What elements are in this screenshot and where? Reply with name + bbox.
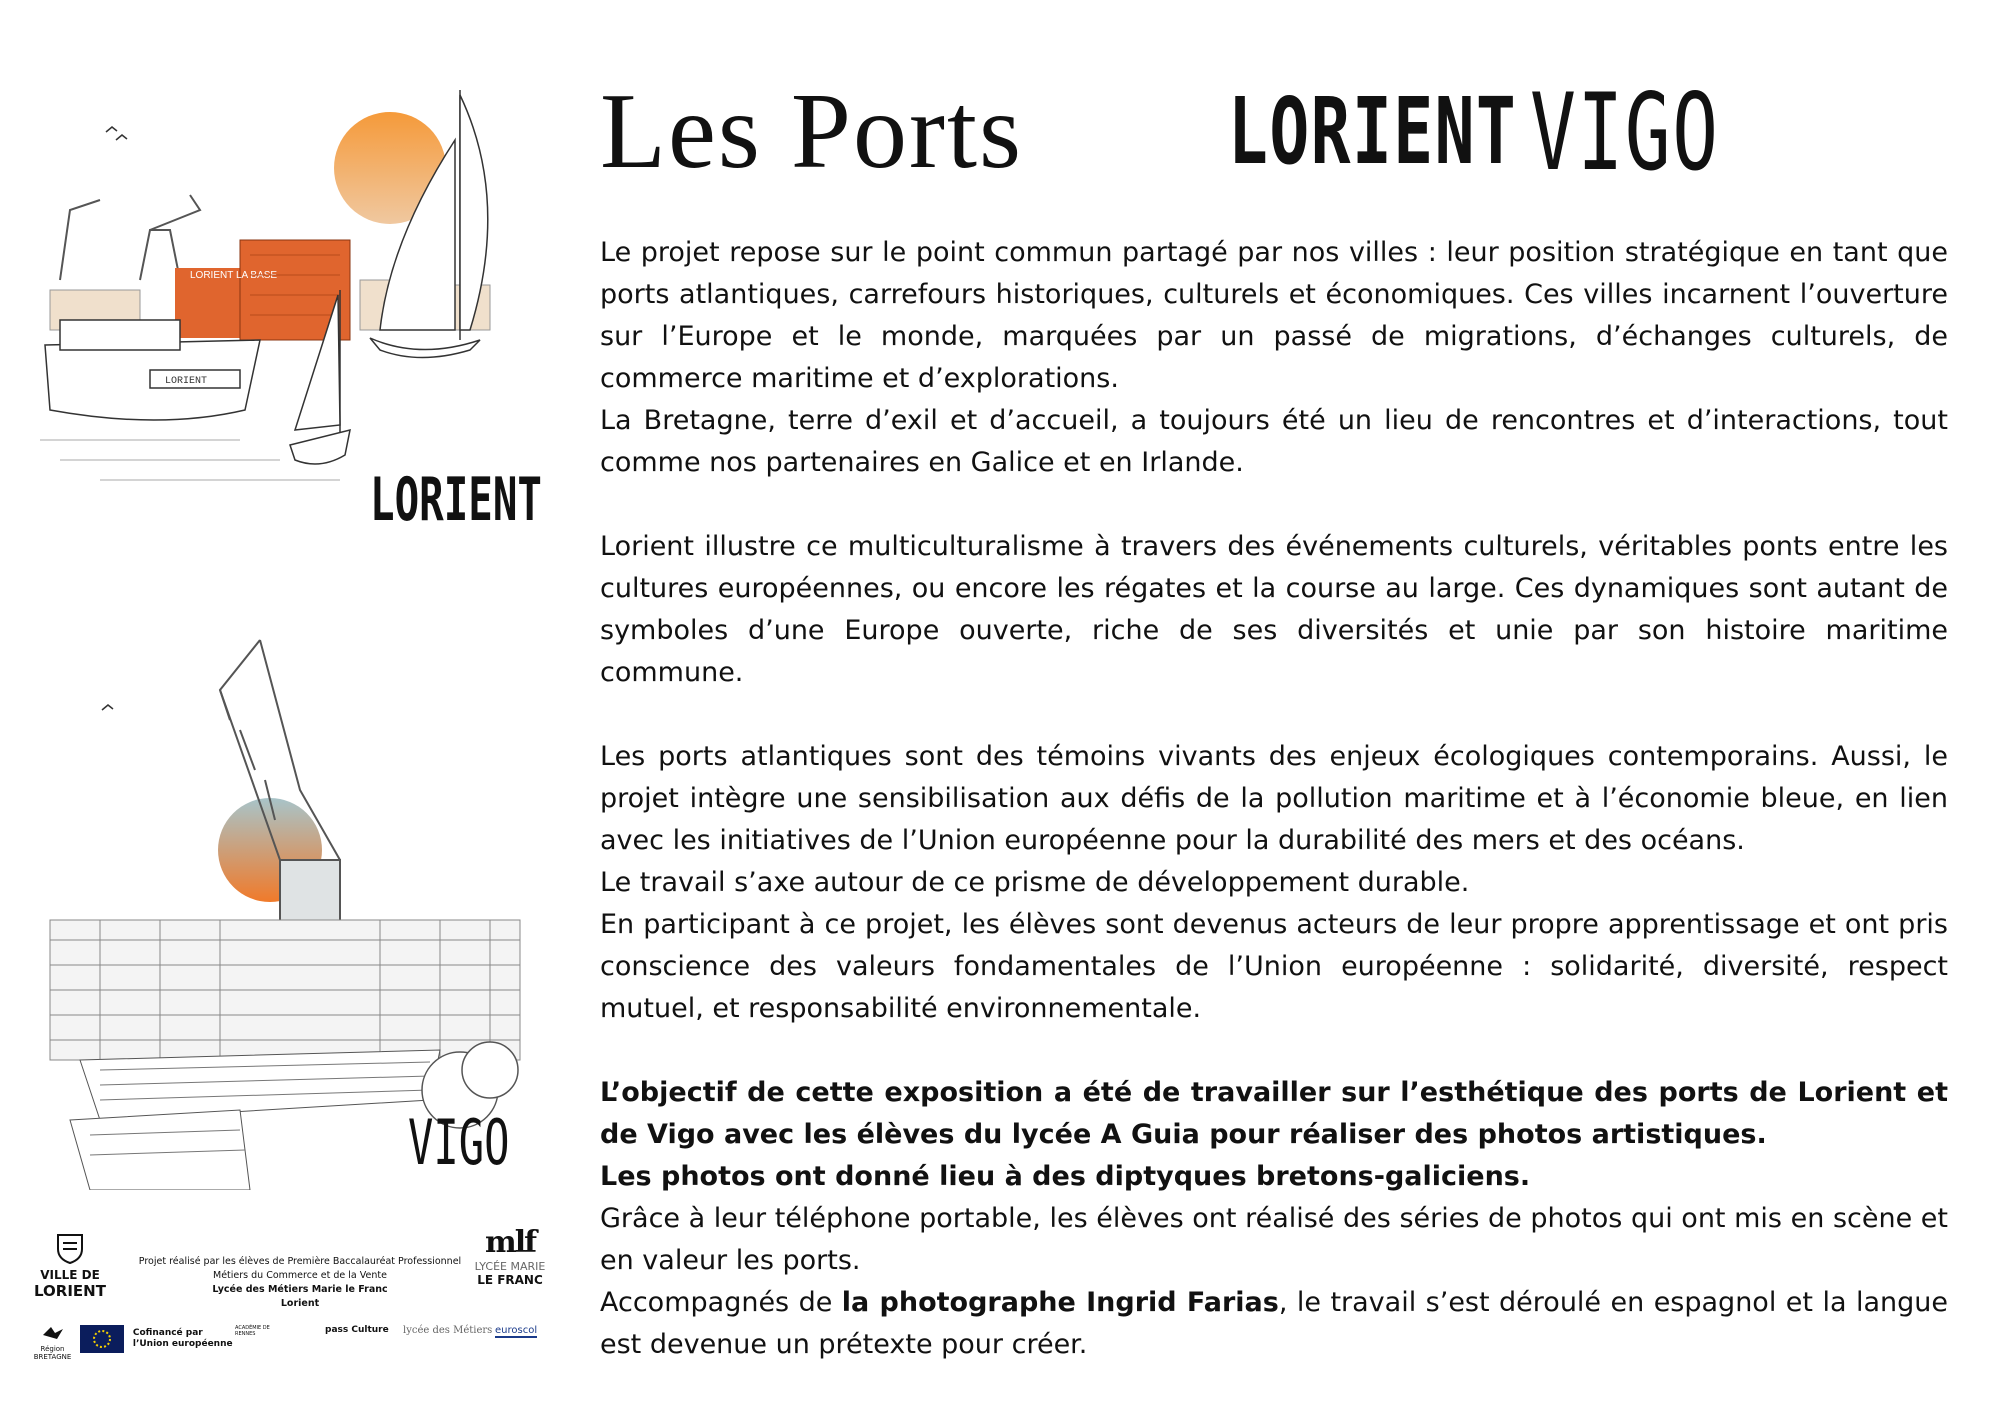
vigo-logo-text: VIGO [1530, 71, 1720, 194]
pass-culture-logo: pass Culture [325, 1325, 389, 1335]
academie-rennes-logo: ACADÉMIE DE RENNES [235, 1325, 270, 1337]
euroscol-logo: euroscol [495, 1325, 538, 1336]
page-title: Les Ports [600, 72, 1023, 191]
paragraph-diptychs: Les photos ont donné lieu à des diptyques bretons-galiciens. [600, 1161, 1531, 1192]
paragraph-sustainability: Le travail s’axe autour de ce prisme de développement durable. [600, 867, 1470, 898]
vigo-illustration-label: VIGO [408, 1106, 510, 1179]
bretagne-bird-icon [41, 1325, 65, 1343]
boat-name: LORIENT [165, 376, 208, 387]
eu-flag-icon [80, 1325, 124, 1353]
project-credit: Projet réalisé par les élèves de Première Baccalauréat Professionnel Métiers du Commerce et de la Vente Lycée des Métiers Marie le Franc Lorient [138, 1256, 462, 1309]
body-text [600, 232, 1948, 1366]
lorient-logo-text: LORIENT [1228, 78, 1518, 185]
funding-logos-row [30, 1325, 560, 1361]
paragraph-lorient: Lorient illustre ce multiculturalisme à travers des événements culturels, véritables ponts entre les cultures européennes, ou encore les régates et la course au large. Ces dynamiques sont autant de symboles d’une Europe ouverte, riche de ses diversités et unie par son histoire maritime commune. [600, 531, 1948, 688]
lorient-illustration-label: LORIENT [370, 465, 542, 535]
paragraph-bretagne: La Bretagne, terre d’exil et d’accueil, a toujours été un lieu de rencontres et d’interactions, tout comme nos partenaires en Galice et en Irlande. [600, 405, 1948, 478]
paragraph-photographer: Accompagnés de la photographe Ingrid Farias, le travail s’est déroulé en espagnol et la langue est devenue un prétexte pour créer. [600, 1287, 1948, 1360]
ville-de-lorient-logo: VILLE DE LORIENT [30, 1231, 110, 1300]
building-sign: LORIENT LA BASE [190, 270, 278, 281]
paragraph-ecology: Les ports atlantiques sont des témoins vivants des enjeux écologiques contemporains. Aussi, le projet intègre une sensibilisation aux défis de la pollution maritime et à l’économie bleue, en lien avec les initiatives de l’Union européenne pour la durabilité des mers et des océans. [600, 741, 1948, 856]
lorient-crest-icon [53, 1231, 87, 1265]
region-bretagne-logo: Région BRETAGNE [30, 1325, 75, 1361]
partner-logos-footer [30, 1225, 560, 1365]
paragraph-phones: Grâce à leur téléphone portable, les élèves ont réalisé des séries de photos qui ont mis en scène et en valeur les ports. [600, 1203, 1948, 1276]
paragraph-intro: Le projet repose sur le point commun partagé par nos villes : leur position stratégique en tant que ports atlantiques, carrefours historiques, culturels et économiques. Ces villes incarnent l’ouverture sur l’Europe et le monde, marquées par un passé de migrations, d’échanges culturels, de commerce maritime et d’explorations. [600, 237, 1948, 394]
eu-cofunded-logo: Cofinancé par l’Union européenne [80, 1325, 233, 1353]
paragraph-objective: L’objectif de cette exposition a été de travailler sur l’esthétique des ports de Lorient et de Vigo avec les élèves du lycée A Guia pour réaliser des photos artistiques. [600, 1077, 1948, 1150]
lycee-des-metiers-logo: lycée des Métiers [403, 1325, 493, 1336]
lycee-marie-le-franc-logo: mlf LYCÉE MARIE LE FRANC [474, 1225, 546, 1287]
paragraph-values: En participant à ce projet, les élèves sont devenus acteurs de leur propre apprentissage et ont pris conscience des valeurs fondamentales de l’Union européenne : solidarité, diversité, respect mutuel, et responsabilité environnementale. [600, 909, 1948, 1024]
